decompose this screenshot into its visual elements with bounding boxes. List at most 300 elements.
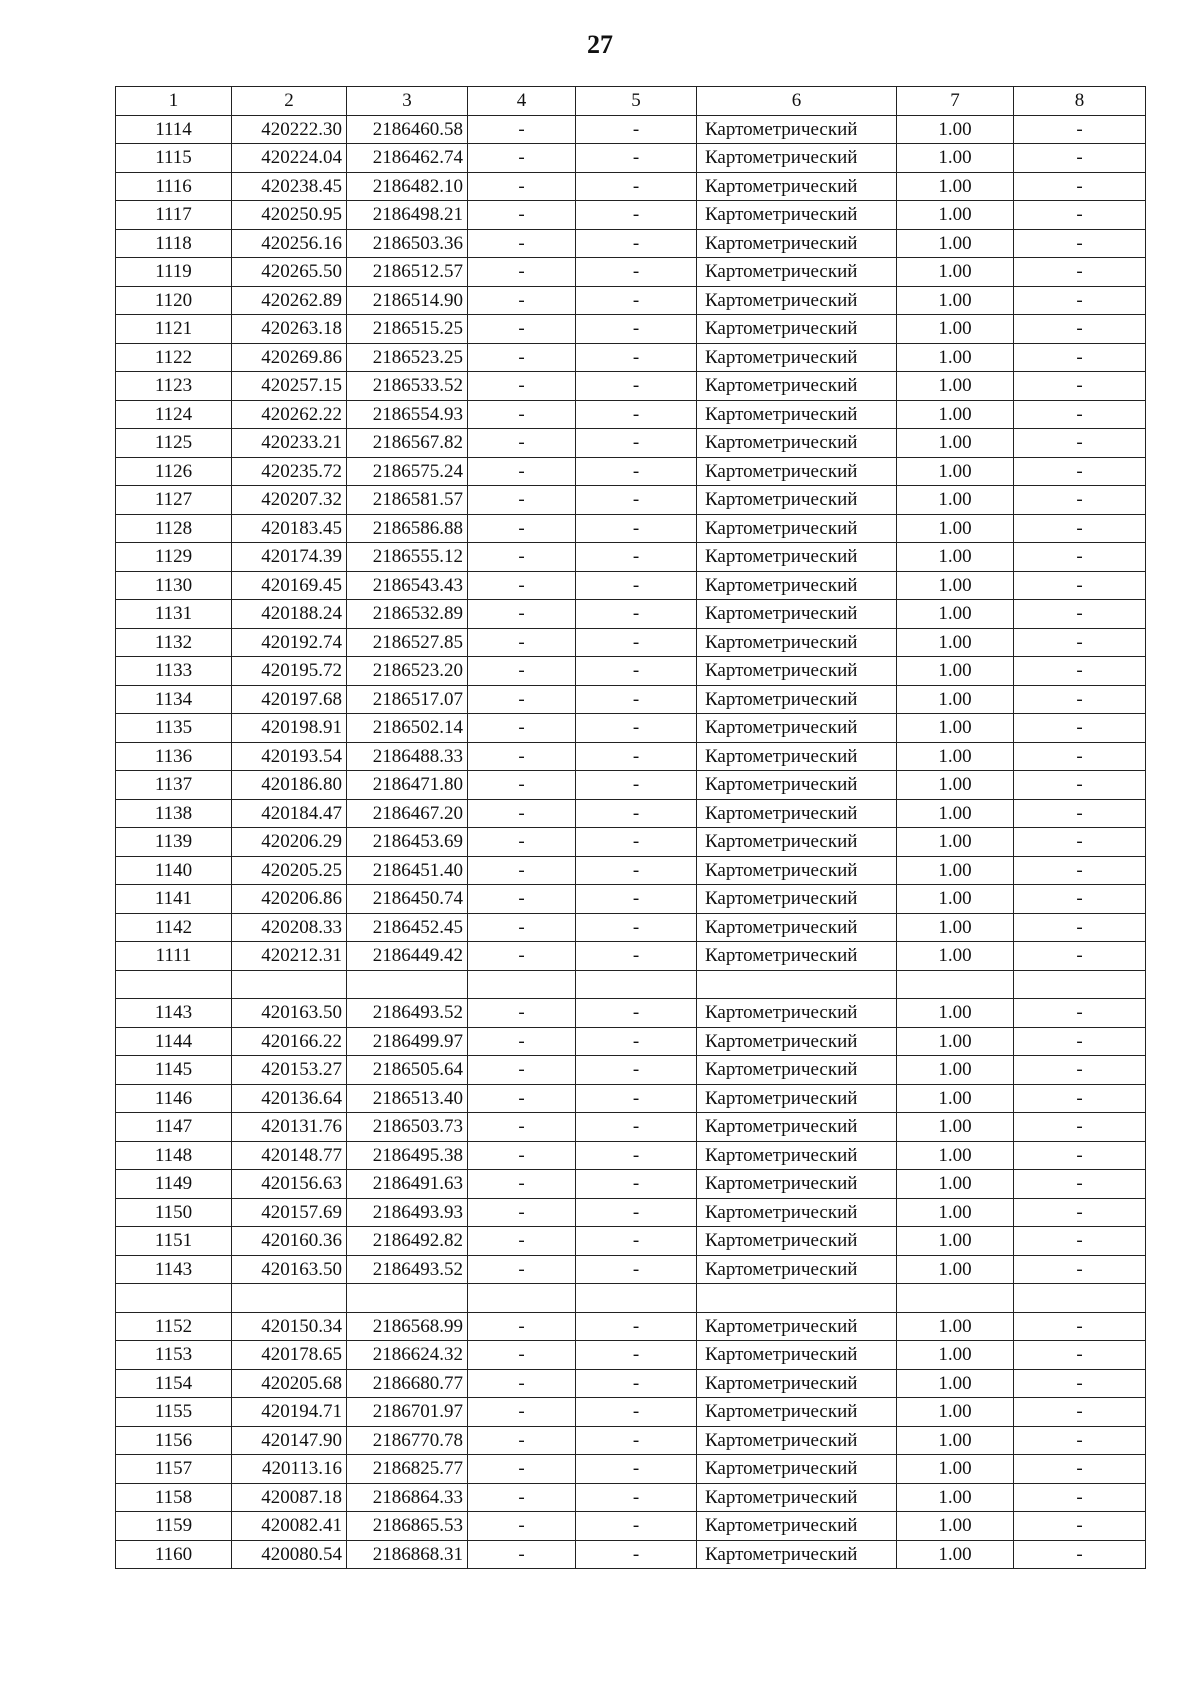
point-number-cell: 1122	[116, 343, 232, 372]
accuracy-cell: 1.00	[897, 1255, 1014, 1284]
column-5-cell: -	[576, 486, 697, 515]
table-row	[116, 144, 1146, 173]
column-5-cell: -	[576, 543, 697, 572]
point-number-cell: 1125	[116, 429, 232, 458]
column-8-cell: -	[1014, 514, 1146, 543]
x-coordinate-cell	[232, 1284, 347, 1313]
point-number-cell: 1149	[116, 1170, 232, 1199]
y-coordinate-cell: 2186471.80	[347, 771, 468, 800]
column-8-cell	[1014, 970, 1146, 999]
column-4-cell: -	[468, 1113, 576, 1142]
column-8-cell: -	[1014, 229, 1146, 258]
column-5-cell: -	[576, 115, 697, 144]
column-8-cell: -	[1014, 1084, 1146, 1113]
column-5-cell: -	[576, 799, 697, 828]
column-4-cell: -	[468, 1398, 576, 1427]
column-8-cell: -	[1014, 742, 1146, 771]
x-coordinate-cell: 420174.39	[232, 543, 347, 572]
table-row	[116, 372, 1146, 401]
y-coordinate-cell: 2186701.97	[347, 1398, 468, 1427]
column-8-cell: -	[1014, 657, 1146, 686]
accuracy-cell: 1.00	[897, 742, 1014, 771]
point-number-cell: 1156	[116, 1426, 232, 1455]
column-4-cell: -	[468, 514, 576, 543]
method-cell: Картометрический	[697, 115, 897, 144]
method-cell: Картометрический	[697, 1027, 897, 1056]
column-8-cell: -	[1014, 1113, 1146, 1142]
method-cell: Картометрический	[697, 258, 897, 287]
accuracy-cell: 1.00	[897, 1227, 1014, 1256]
column-4-cell: -	[468, 144, 576, 173]
method-cell: Картометрический	[697, 1255, 897, 1284]
column-4-cell: -	[468, 799, 576, 828]
column-5-cell: -	[576, 1170, 697, 1199]
column-header: 3	[347, 87, 468, 116]
column-8-cell: -	[1014, 258, 1146, 287]
x-coordinate-cell: 420212.31	[232, 942, 347, 971]
x-coordinate-cell: 420198.91	[232, 714, 347, 743]
point-number-cell: 1142	[116, 913, 232, 942]
table-row	[116, 600, 1146, 629]
method-cell: Картометрический	[697, 1198, 897, 1227]
x-coordinate-cell: 420184.47	[232, 799, 347, 828]
table-row	[116, 742, 1146, 771]
point-number-cell: 1121	[116, 315, 232, 344]
column-8-cell: -	[1014, 1227, 1146, 1256]
column-8-cell: -	[1014, 1341, 1146, 1370]
column-5-cell: -	[576, 600, 697, 629]
table-row	[116, 885, 1146, 914]
column-5-cell: -	[576, 1227, 697, 1256]
point-number-cell: 1129	[116, 543, 232, 572]
column-5-cell: -	[576, 1113, 697, 1142]
column-4-cell: -	[468, 1512, 576, 1541]
column-4-cell: -	[468, 828, 576, 857]
column-8-cell: -	[1014, 343, 1146, 372]
method-cell: Картометрический	[697, 771, 897, 800]
column-8-cell: -	[1014, 172, 1146, 201]
column-4-cell: -	[468, 172, 576, 201]
column-4-cell: -	[468, 429, 576, 458]
column-5-cell: -	[576, 685, 697, 714]
table-row	[116, 429, 1146, 458]
accuracy-cell: 1.00	[897, 1540, 1014, 1569]
accuracy-cell: 1.00	[897, 343, 1014, 372]
method-cell: Картометрический	[697, 144, 897, 173]
accuracy-cell: 1.00	[897, 429, 1014, 458]
x-coordinate-cell: 420205.68	[232, 1369, 347, 1398]
column-5-cell: -	[576, 457, 697, 486]
x-coordinate-cell: 420113.16	[232, 1455, 347, 1484]
column-4-cell: -	[468, 258, 576, 287]
y-coordinate-cell: 2186452.45	[347, 913, 468, 942]
column-5-cell: -	[576, 343, 697, 372]
column-8-cell: -	[1014, 400, 1146, 429]
y-coordinate-cell: 2186523.20	[347, 657, 468, 686]
column-5-cell	[576, 970, 697, 999]
y-coordinate-cell: 2186868.31	[347, 1540, 468, 1569]
column-5-cell: -	[576, 1369, 697, 1398]
column-5-cell: -	[576, 942, 697, 971]
point-number-cell: 1138	[116, 799, 232, 828]
column-5-cell	[576, 1284, 697, 1313]
y-coordinate-cell: 2186505.64	[347, 1056, 468, 1085]
column-header: 1	[116, 87, 232, 116]
accuracy-cell: 1.00	[897, 628, 1014, 657]
accuracy-cell: 1.00	[897, 172, 1014, 201]
point-number-cell: 1153	[116, 1341, 232, 1370]
column-header: 4	[468, 87, 576, 116]
table-row	[116, 685, 1146, 714]
column-4-cell: -	[468, 1227, 576, 1256]
point-number-cell: 1117	[116, 201, 232, 230]
y-coordinate-cell: 2186554.93	[347, 400, 468, 429]
point-number-cell: 1118	[116, 229, 232, 258]
table-row	[116, 486, 1146, 515]
column-8-cell: -	[1014, 429, 1146, 458]
accuracy-cell: 1.00	[897, 1198, 1014, 1227]
y-coordinate-cell: 2186586.88	[347, 514, 468, 543]
x-coordinate-cell: 420156.63	[232, 1170, 347, 1199]
accuracy-cell: 1.00	[897, 115, 1014, 144]
column-4-cell: -	[468, 1255, 576, 1284]
x-coordinate-cell: 420192.74	[232, 628, 347, 657]
accuracy-cell: 1.00	[897, 486, 1014, 515]
accuracy-cell: 1.00	[897, 1426, 1014, 1455]
column-4-cell: -	[468, 1027, 576, 1056]
table-body	[116, 115, 1146, 1569]
column-5-cell: -	[576, 514, 697, 543]
method-cell: Картометрический	[697, 486, 897, 515]
column-5-cell: -	[576, 1455, 697, 1484]
table-row	[116, 1227, 1146, 1256]
column-8-cell: -	[1014, 828, 1146, 857]
column-8-cell: -	[1014, 885, 1146, 914]
column-5-cell: -	[576, 771, 697, 800]
accuracy-cell	[897, 970, 1014, 999]
y-coordinate-cell: 2186532.89	[347, 600, 468, 629]
method-cell: Картометрический	[697, 343, 897, 372]
x-coordinate-cell: 420082.41	[232, 1512, 347, 1541]
method-cell: Картометрический	[697, 1455, 897, 1484]
accuracy-cell: 1.00	[897, 286, 1014, 315]
accuracy-cell: 1.00	[897, 657, 1014, 686]
y-coordinate-cell: 2186450.74	[347, 885, 468, 914]
table-row	[116, 942, 1146, 971]
column-header: 8	[1014, 87, 1146, 116]
column-header: 6	[697, 87, 897, 116]
table-row	[116, 714, 1146, 743]
column-4-cell: -	[468, 201, 576, 230]
column-4-cell	[468, 970, 576, 999]
x-coordinate-cell: 420207.32	[232, 486, 347, 515]
accuracy-cell: 1.00	[897, 1512, 1014, 1541]
method-cell: Картометрический	[697, 856, 897, 885]
accuracy-cell: 1.00	[897, 1084, 1014, 1113]
accuracy-cell: 1.00	[897, 828, 1014, 857]
x-coordinate-cell: 420131.76	[232, 1113, 347, 1142]
accuracy-cell: 1.00	[897, 714, 1014, 743]
method-cell: Картометрический	[697, 885, 897, 914]
accuracy-cell: 1.00	[897, 685, 1014, 714]
x-coordinate-cell: 420265.50	[232, 258, 347, 287]
column-4-cell: -	[468, 1540, 576, 1569]
y-coordinate-cell: 2186449.42	[347, 942, 468, 971]
column-8-cell: -	[1014, 799, 1146, 828]
x-coordinate-cell: 420193.54	[232, 742, 347, 771]
table-row	[116, 1341, 1146, 1370]
accuracy-cell: 1.00	[897, 913, 1014, 942]
y-coordinate-cell: 2186533.52	[347, 372, 468, 401]
column-4-cell: -	[468, 543, 576, 572]
point-number-cell: 1131	[116, 600, 232, 629]
column-5-cell: -	[576, 1056, 697, 1085]
y-coordinate-cell: 2186460.58	[347, 115, 468, 144]
column-5-cell: -	[576, 828, 697, 857]
accuracy-cell: 1.00	[897, 543, 1014, 572]
page-number: 27	[587, 30, 613, 59]
method-cell: Картометрический	[697, 286, 897, 315]
y-coordinate-cell: 2186770.78	[347, 1426, 468, 1455]
y-coordinate-cell: 2186498.21	[347, 201, 468, 230]
column-4-cell: -	[468, 115, 576, 144]
table-row	[116, 543, 1146, 572]
point-number-cell: 1123	[116, 372, 232, 401]
table-row	[116, 1198, 1146, 1227]
accuracy-cell: 1.00	[897, 229, 1014, 258]
column-5-cell: -	[576, 1312, 697, 1341]
column-4-cell: -	[468, 1056, 576, 1085]
y-coordinate-cell: 2186555.12	[347, 543, 468, 572]
y-coordinate-cell: 2186514.90	[347, 286, 468, 315]
column-8-cell: -	[1014, 1455, 1146, 1484]
accuracy-cell: 1.00	[897, 1141, 1014, 1170]
x-coordinate-cell: 420257.15	[232, 372, 347, 401]
column-5-cell: -	[576, 172, 697, 201]
x-coordinate-cell: 420262.89	[232, 286, 347, 315]
column-4-cell: -	[468, 1170, 576, 1199]
y-coordinate-cell: 2186503.36	[347, 229, 468, 258]
y-coordinate-cell: 2186499.97	[347, 1027, 468, 1056]
table-row	[116, 1426, 1146, 1455]
accuracy-cell: 1.00	[897, 144, 1014, 173]
y-coordinate-cell: 2186527.85	[347, 628, 468, 657]
y-coordinate-cell	[347, 970, 468, 999]
column-4-cell: -	[468, 1426, 576, 1455]
x-coordinate-cell: 420169.45	[232, 571, 347, 600]
column-4-cell: -	[468, 1341, 576, 1370]
column-5-cell: -	[576, 1255, 697, 1284]
method-cell: Картометрический	[697, 543, 897, 572]
x-coordinate-cell: 420160.36	[232, 1227, 347, 1256]
y-coordinate-cell: 2186581.57	[347, 486, 468, 515]
accuracy-cell: 1.00	[897, 885, 1014, 914]
y-coordinate-cell: 2186462.74	[347, 144, 468, 173]
column-8-cell: -	[1014, 1512, 1146, 1541]
column-5-cell: -	[576, 657, 697, 686]
column-5-cell: -	[576, 1084, 697, 1113]
y-coordinate-cell: 2186567.82	[347, 429, 468, 458]
method-cell: Картометрический	[697, 1426, 897, 1455]
column-8-cell: -	[1014, 1483, 1146, 1512]
column-header: 7	[897, 87, 1014, 116]
method-cell: Картометрический	[697, 1512, 897, 1541]
y-coordinate-cell: 2186482.10	[347, 172, 468, 201]
y-coordinate-cell: 2186515.25	[347, 315, 468, 344]
point-number-cell: 1155	[116, 1398, 232, 1427]
y-coordinate-cell: 2186864.33	[347, 1483, 468, 1512]
method-cell: Картометрический	[697, 315, 897, 344]
x-coordinate-cell: 420163.50	[232, 1255, 347, 1284]
method-cell: Картометрический	[697, 571, 897, 600]
column-5-cell: -	[576, 999, 697, 1028]
table-row	[116, 1483, 1146, 1512]
method-cell: Картометрический	[697, 913, 897, 942]
x-coordinate-cell: 420166.22	[232, 1027, 347, 1056]
method-cell: Картометрический	[697, 657, 897, 686]
column-4-cell: -	[468, 1455, 576, 1484]
point-number-cell: 1127	[116, 486, 232, 515]
column-4-cell: -	[468, 400, 576, 429]
table-row	[116, 1056, 1146, 1085]
table-row	[116, 1540, 1146, 1569]
x-coordinate-cell: 420157.69	[232, 1198, 347, 1227]
x-coordinate-cell: 420087.18	[232, 1483, 347, 1512]
column-8-cell: -	[1014, 1398, 1146, 1427]
table-row	[116, 771, 1146, 800]
table-row	[116, 913, 1146, 942]
coordinates-table	[115, 86, 1146, 1569]
column-5-cell: -	[576, 628, 697, 657]
point-number-cell: 1116	[116, 172, 232, 201]
x-coordinate-cell: 420147.90	[232, 1426, 347, 1455]
column-4-cell: -	[468, 942, 576, 971]
y-coordinate-cell: 2186523.25	[347, 343, 468, 372]
table-row	[116, 1170, 1146, 1199]
accuracy-cell: 1.00	[897, 457, 1014, 486]
method-cell	[697, 970, 897, 999]
accuracy-cell: 1.00	[897, 600, 1014, 629]
table-row	[116, 828, 1146, 857]
column-8-cell: -	[1014, 942, 1146, 971]
column-8-cell: -	[1014, 1255, 1146, 1284]
y-coordinate-cell: 2186488.33	[347, 742, 468, 771]
x-coordinate-cell: 420197.68	[232, 685, 347, 714]
method-cell: Картометрический	[697, 628, 897, 657]
table-row	[116, 1312, 1146, 1341]
column-8-cell: -	[1014, 1426, 1146, 1455]
accuracy-cell: 1.00	[897, 1341, 1014, 1370]
column-8-cell: -	[1014, 771, 1146, 800]
y-coordinate-cell: 2186503.73	[347, 1113, 468, 1142]
method-cell: Картометрический	[697, 1056, 897, 1085]
table-row	[116, 514, 1146, 543]
x-coordinate-cell: 420153.27	[232, 1056, 347, 1085]
accuracy-cell: 1.00	[897, 1170, 1014, 1199]
point-number-cell: 1158	[116, 1483, 232, 1512]
point-number-cell: 1143	[116, 999, 232, 1028]
y-coordinate-cell: 2186512.57	[347, 258, 468, 287]
column-5-cell: -	[576, 429, 697, 458]
y-coordinate-cell: 2186568.99	[347, 1312, 468, 1341]
accuracy-cell: 1.00	[897, 400, 1014, 429]
point-number-cell: 1111	[116, 942, 232, 971]
point-number-cell: 1151	[116, 1227, 232, 1256]
accuracy-cell: 1.00	[897, 514, 1014, 543]
accuracy-cell: 1.00	[897, 315, 1014, 344]
y-coordinate-cell: 2186493.52	[347, 999, 468, 1028]
point-number-cell: 1140	[116, 856, 232, 885]
accuracy-cell: 1.00	[897, 571, 1014, 600]
column-5-cell: -	[576, 1398, 697, 1427]
column-8-cell: -	[1014, 372, 1146, 401]
point-number-cell	[116, 1284, 232, 1313]
x-coordinate-cell: 420163.50	[232, 999, 347, 1028]
x-coordinate-cell: 420178.65	[232, 1341, 347, 1370]
y-coordinate-cell: 2186451.40	[347, 856, 468, 885]
column-8-cell: -	[1014, 315, 1146, 344]
table-row	[116, 400, 1146, 429]
column-4-cell: -	[468, 286, 576, 315]
method-cell: Картометрический	[697, 429, 897, 458]
y-coordinate-cell: 2186491.63	[347, 1170, 468, 1199]
method-cell: Картометрический	[697, 942, 897, 971]
column-4-cell: -	[468, 457, 576, 486]
column-4-cell: -	[468, 486, 576, 515]
method-cell: Картометрический	[697, 685, 897, 714]
y-coordinate-cell: 2186495.38	[347, 1141, 468, 1170]
column-5-cell: -	[576, 1198, 697, 1227]
y-coordinate-cell: 2186575.24	[347, 457, 468, 486]
point-number-cell: 1154	[116, 1369, 232, 1398]
x-coordinate-cell: 420183.45	[232, 514, 347, 543]
column-4-cell: -	[468, 1312, 576, 1341]
table-row	[116, 970, 1146, 999]
method-cell: Картометрический	[697, 1113, 897, 1142]
table-row	[116, 1284, 1146, 1313]
column-5-cell: -	[576, 229, 697, 258]
y-coordinate-cell: 2186502.14	[347, 714, 468, 743]
accuracy-cell: 1.00	[897, 1369, 1014, 1398]
accuracy-cell: 1.00	[897, 942, 1014, 971]
method-cell: Картометрический	[697, 1141, 897, 1170]
column-8-cell: -	[1014, 913, 1146, 942]
table-row	[116, 229, 1146, 258]
table-row	[116, 1255, 1146, 1284]
y-coordinate-cell: 2186624.32	[347, 1341, 468, 1370]
column-4-cell: -	[468, 1198, 576, 1227]
accuracy-cell: 1.00	[897, 1455, 1014, 1484]
column-8-cell: -	[1014, 1141, 1146, 1170]
x-coordinate-cell: 420224.04	[232, 144, 347, 173]
table-row	[116, 1369, 1146, 1398]
point-number-cell: 1157	[116, 1455, 232, 1484]
column-5-cell: -	[576, 258, 697, 287]
column-5-cell: -	[576, 372, 697, 401]
column-5-cell: -	[576, 1426, 697, 1455]
point-number-cell: 1146	[116, 1084, 232, 1113]
accuracy-cell: 1.00	[897, 1027, 1014, 1056]
table-row	[116, 999, 1146, 1028]
method-cell: Картометрический	[697, 1483, 897, 1512]
column-4-cell: -	[468, 742, 576, 771]
column-5-cell: -	[576, 144, 697, 173]
column-5-cell: -	[576, 1483, 697, 1512]
accuracy-cell: 1.00	[897, 201, 1014, 230]
accuracy-cell: 1.00	[897, 258, 1014, 287]
method-cell: Картометрический	[697, 1398, 897, 1427]
table-row	[116, 1455, 1146, 1484]
